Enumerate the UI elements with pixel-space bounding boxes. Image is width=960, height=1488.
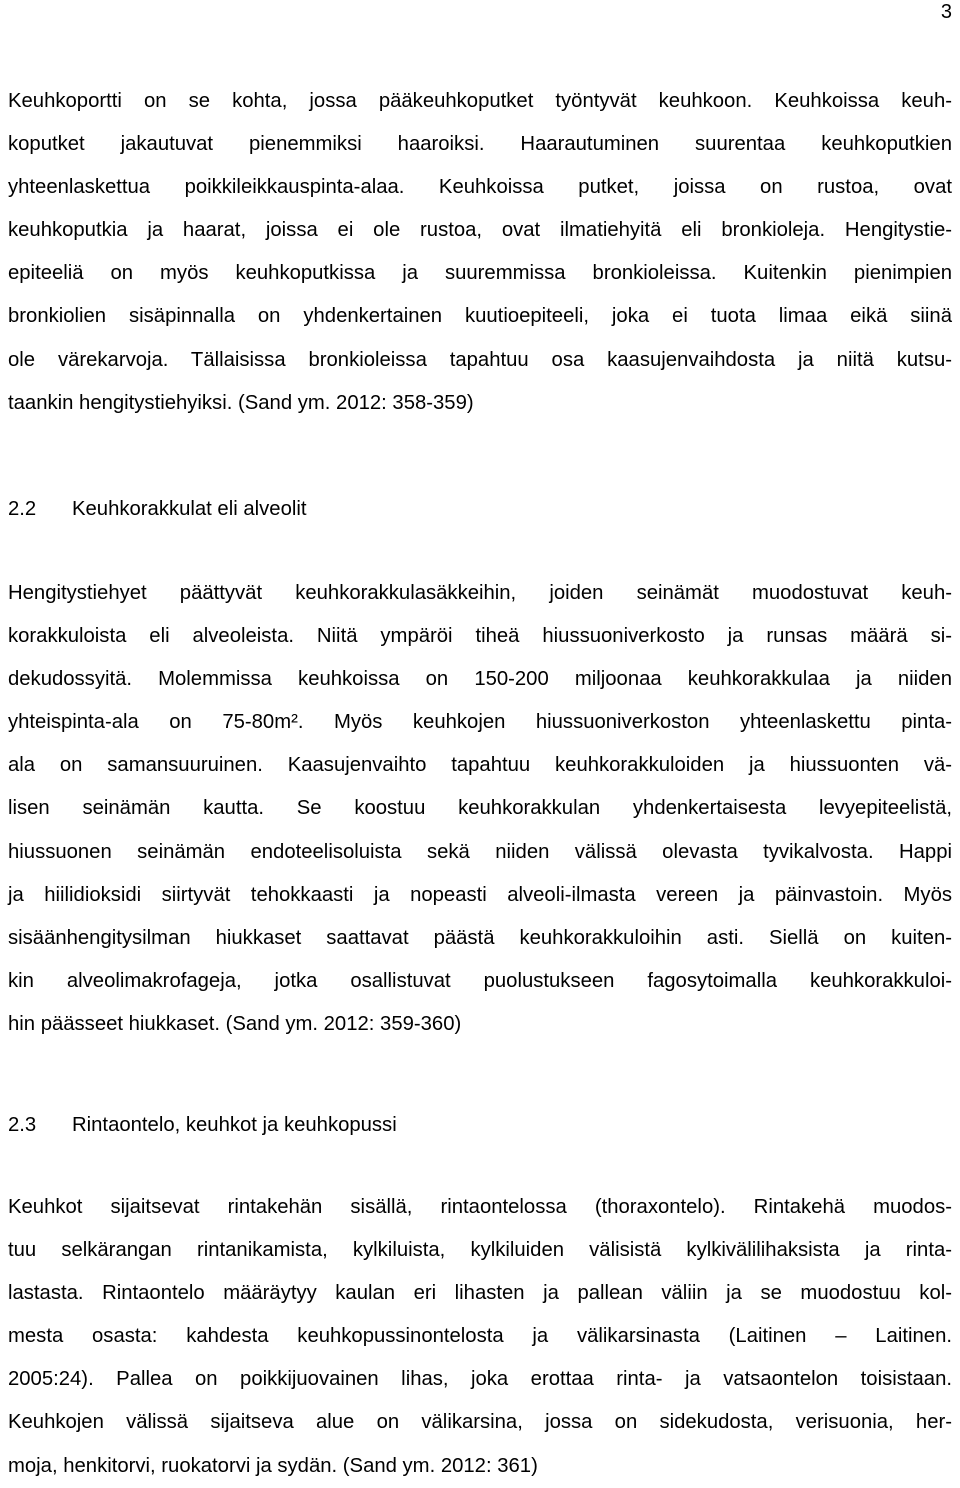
text-line: korakkuloista eli alveoleista. Niitä ympäröi tiheä hiussuoniverkosto ja runsas määrä si-: [8, 625, 952, 648]
section-heading-2-2: [8, 497, 307, 521]
text-line: Hengitystiehyet päättyvät keuhkorakkulasäkkeihin, joiden seinämät muodostuvat keuh-: [8, 582, 952, 604]
section-number: 2.2: [8, 498, 37, 520]
text-line: epiteeliä on myös keuhkoputkissa ja suuremmissa bronkioleissa. Kuitenkin pienimpien: [8, 262, 952, 285]
paragraph-alveoli: [8, 572, 952, 1046]
text-line: hiussuonen seinämän endoteelisoluista sekä niiden välissä olevasta tyvikalvosta. Happi: [8, 840, 952, 863]
text-line: yhteispinta-ala on 75-80m². Myös keuhkojen hiussuoniverkoston yhteenlaskettu pinta-: [8, 711, 952, 734]
text-line: lisen seinämän kautta. Se koostuu keuhkorakkulan yhdenkertaisesta levyepiteelistä,: [8, 797, 952, 820]
text-line: yhteenlaskettua poikkileikkauspinta-alaa. Keuhkoissa putket, joissa on rustoa, ovat: [8, 176, 952, 199]
text-line: bronkiolien sisäpinnalla on yhdenkertainen kuutioepiteeli, joka ei tuota limaa eikä siinä: [8, 305, 952, 328]
text-line: mesta osasta: kahdesta keuhkopussinontelosta ja välikarsinasta (Laitinen – Laitinen.: [8, 1325, 952, 1348]
text-line: dekudossyitä. Molemmissa keuhkoissa on 150-200 miljoonaa keuhkorakkulaa ja niiden: [8, 668, 952, 691]
text-line: Keuhkoportti on se kohta, jossa pääkeuhkoputket työntyvät keuhkoon. Keuhkoissa keuh-: [8, 90, 952, 112]
text-line: koputket jakautuvat pienemmiksi haaroiksi. Haarautuminen suurentaa keuhkoputkien: [8, 133, 952, 156]
text-line: sisäänhengitysilman hiukkaset saattavat päästä keuhkorakkuloihin asti. Siellä on kuiten-: [8, 926, 952, 949]
section-title: Rintaontelo, keuhkot ja keuhkopussi: [72, 1114, 397, 1136]
text-line: kin alveolimakrofageja, jotka osallistuvat puolustukseen fagosytoimalla keuhkorakkuloi-: [8, 969, 952, 992]
text-line: taankin hengitystiehyiksi. (Sand ym. 2012: 358-359): [8, 391, 474, 414]
section-title: Keuhkorakkulat eli alveolit: [72, 498, 307, 520]
page-number: 3: [940, 1, 952, 23]
text-line: moja, henkitorvi, ruokatorvi ja sydän. (Sand ym. 2012: 361): [8, 1454, 538, 1477]
paragraph-bronchi: [8, 80, 952, 425]
paragraph-thoracic-cavity: [8, 1186, 952, 1488]
text-line: tuu selkärangan rintanikamista, kylkiluista, kylkiluiden välisistä kylkivälilihaksista ja rinta-: [8, 1239, 952, 1262]
text-line: ja hiilidioksidi siirtyvät tehokkaasti ja nopeasti alveoli-ilmasta vereen ja päinvastoin. Myös: [8, 883, 952, 906]
text-line: hin päässeet hiukkaset. (Sand ym. 2012: 359-360): [8, 1012, 462, 1035]
text-line: ole värekarvoja. Tällaisissa bronkioleissa tapahtuu osa kaasujenvaihdosta ja niitä kutsu-: [8, 348, 952, 371]
section-heading-2-3: [8, 1113, 397, 1137]
text-line: 2005:24). Pallea on poikkijuovainen lihas, joka erottaa rinta- ja vatsaontelon toisistaan.: [8, 1368, 952, 1391]
text-line: ala on samansuuruinen. Kaasujenvaihto tapahtuu keuhkorakkuloiden ja hiussuonten vä-: [8, 754, 952, 777]
section-number: 2.3: [8, 1114, 37, 1136]
text-line: lastasta. Rintaontelo määräytyy kaulan eri lihasten ja pallean väliin ja se muodostuu kol-: [8, 1282, 952, 1305]
text-line: keuhkoputkia ja haarat, joissa ei ole rustoa, ovat ilmatiehyitä eli bronkioleja. Hengitystie-: [8, 219, 952, 242]
text-line: Keuhkot sijaitsevat rintakehän sisällä, rintaontelossa (thoraxontelo). Rintakehä muodos-: [8, 1196, 952, 1218]
text-line: Keuhkojen välissä sijaitseva alue on välikarsina, jossa on sidekudosta, verisuonia, her-: [8, 1411, 952, 1434]
